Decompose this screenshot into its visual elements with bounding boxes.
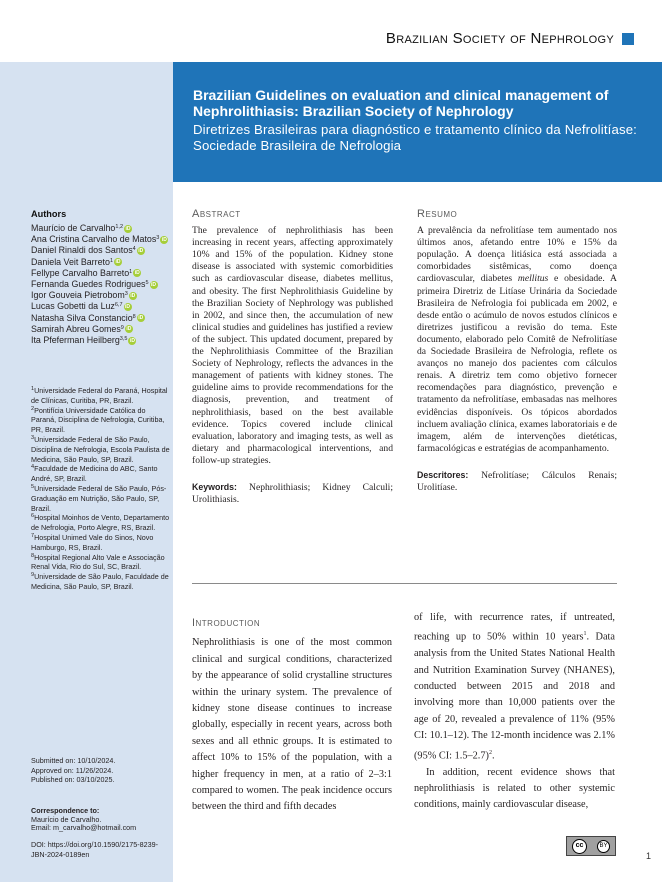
author-name: Fellype Carvalho Barreto <box>31 267 130 278</box>
affiliation-item <box>31 435 171 464</box>
orcid-icon[interactable]: iD <box>138 315 144 322</box>
resumo-text-part: A prevalência da nefrolitíase tem aumentado nos últimos anos, afetando entre 10% e 15% da população. A doença litiásica está associada a comorbidades sistêmicas, como doença cardiovascular, diabetes <box>417 225 617 285</box>
abstract-heading <box>192 208 393 220</box>
keywords-block <box>192 481 393 506</box>
author-affiliation-number: 6,7 <box>114 302 123 309</box>
orcid-icon[interactable]: iD <box>126 326 132 333</box>
orcid-icon[interactable]: iD <box>125 225 131 232</box>
abstract-text: The prevalence of nephrolithiasis has been increasing in recent years, affecting approximately 10% and 15% of the population. Kidney stone disease is associated with systemic comorbidities such as cardiovascular disease, diabetes mellitus, and obesity. The first Nephrolithiasis Guideline by the Brazilian Society of Nephrology was published in 2002, and since then, the accumulation of new clinical studies and guidelines has justified a review of the subject. This updated document, prepared by the Nephrolithiasis Committee of the Brazilian Society of Nephrology, reflects the advances in the management of patients with kidney stones. The guideline aims to provide recommendations for the diagnosis, prevention, and treatment of nephrolithiasis, based on the best available evidence. Topics covered include clinical evaluation, laboratory and imaging tests, as well as dietary and pharmacological interventions, and follow-up strategies. <box>192 225 393 466</box>
author-affiliation-number: 5 <box>145 280 149 287</box>
intro-text-part: . Data analysis from the United States National Health and Nutrition Examination Survey (NHANES), conducted between 2015 and 2018 and involving more than 10,000 patients over the age of 20, revealed a prevalence of 11% (95% CI: 10.1–12). The 12-month incidence was 2.1% (95% CI: 1.5–2.7) <box>414 631 615 762</box>
author-item <box>31 290 169 301</box>
affiliations-list <box>31 386 171 592</box>
affiliation-item <box>31 406 171 435</box>
author-affiliation-number: 4 <box>132 246 136 253</box>
author-name: Daniel Rinaldi dos Santos <box>31 245 133 256</box>
author-name: Natasha Silva Constancio <box>31 312 133 323</box>
affiliation-item <box>31 553 171 573</box>
introduction-left-column <box>192 615 392 816</box>
author-affiliation-number: 1 <box>109 257 113 264</box>
correspondence-heading: Correspondence to: <box>31 806 100 815</box>
affiliation-number: 6 <box>31 513 35 520</box>
abstract-heading-text: Abstract <box>192 208 241 220</box>
correspondence-name: Maurício de Carvalho. <box>31 814 102 824</box>
keywords-text: Nephrolithiasis; Kidney Calculi; Urolithiasis. <box>192 481 394 506</box>
title-portuguese: Diretrizes Brasileiras para diagnóstico e tratamento clínico da Nefrolitíase: Sociedade Brasileira de Nefrologia <box>193 122 638 153</box>
introduction-paragraph <box>414 610 615 765</box>
resumo-italic-term: mellitus <box>517 273 549 285</box>
affiliation-text: Hospital Moinhos de Vento, Departamento de Nefrologia, Porto Alegre, RS, Brazil. <box>31 513 170 533</box>
author-name: Ana Cristina Carvalho de Matos <box>31 234 157 245</box>
author-affiliation-number: 9 <box>120 324 124 331</box>
introduction-heading <box>192 615 392 631</box>
header-square-icon <box>622 33 634 45</box>
affiliation-number: 4 <box>31 464 35 471</box>
abstract-english <box>192 208 393 506</box>
approved-date: Approved on: 11/26/2024. <box>31 765 114 775</box>
orcid-icon[interactable]: iD <box>134 270 140 277</box>
introduction-heading-text: Introduction <box>192 617 261 629</box>
affiliation-number: 8 <box>31 552 35 559</box>
affiliation-item <box>31 484 171 513</box>
author-item <box>31 257 169 268</box>
authors-heading: Authors <box>31 209 67 219</box>
by-icon: BY <box>597 840 610 853</box>
affiliation-item <box>31 513 171 533</box>
affiliation-item <box>31 572 171 592</box>
descritores-label: Descritores: <box>417 469 469 480</box>
affiliation-number: 9 <box>31 572 35 579</box>
affiliation-text: Hospital Regional Alto Vale e Associação Renal Vida, Rio do Sul, SC, Brazil. <box>31 552 165 572</box>
title-band <box>173 62 662 182</box>
introduction-paragraph: In addition, recent evidence shows that nephrolithiasis is related to other systemic conditions, mainly cardiovascular disease, <box>414 766 615 811</box>
author-name: Fernanda Guedes Rodrigues <box>31 279 146 290</box>
author-affiliation-number: 1 <box>129 268 133 275</box>
author-item <box>31 223 169 234</box>
author-affiliation-number: 3,5 <box>119 336 128 343</box>
orcid-icon[interactable]: iD <box>161 236 167 243</box>
intro-text-part: . <box>491 750 495 762</box>
journal-name-text: Brazilian Society of Nephrology <box>385 30 614 47</box>
intro-text-part: of life, with recurrence rates, if untreated, reaching up to 50% within 10 years <box>414 612 615 643</box>
descritores-block <box>417 469 617 494</box>
author-name: Maurício de Carvalho <box>31 223 116 233</box>
author-affiliation-number: 8 <box>132 313 136 320</box>
affiliation-number: 5 <box>31 483 35 490</box>
author-affiliation-number: 1,2 <box>115 224 124 230</box>
affiliation-text: Universidade Federal de São Paulo, Disciplina de Nefrologia, Escola Paulista de Medicina, São Paulo, SP, Brazil. <box>31 434 170 464</box>
affiliation-item <box>31 533 171 553</box>
resumo-text <box>417 225 617 455</box>
cc-license-badge[interactable] <box>566 836 616 856</box>
author-item <box>31 279 169 290</box>
orcid-icon[interactable]: iD <box>129 337 135 344</box>
orcid-icon[interactable]: iD <box>130 292 136 299</box>
doi-link[interactable]: DOI: https://doi.org/10.1590/2175-8239-JBN-2024-0189en <box>31 840 159 859</box>
resumo-text-part: e obesidade. A primeira Diretriz de Litíase Urinária da Sociedade Brasileira de Nefrologia foi publicada em 2002, e desde então o acúmulo de novos estudos clínicos e diretrizes justificou a revisão do tema. Este documento, elaborado pelo Comitê de Nefrolitíase da Sociedade Brasileira de Nefrologia, reflete os avanços no manejo dos pacientes com cálculos renais. A diretriz tem como objetivo fornecer recomendações para diagnóstico, prevenção e tratamento da nefrolitíase, embasadas nas melhores evidências disponíveis. Os tópicos abordados incluem avaliação clínica, exames laboratoriais e de imagem, além de intervenções dietéticas, farmacológicas e estratégias de acompanhamento. <box>417 273 617 454</box>
orcid-icon[interactable]: iD <box>125 304 131 311</box>
submission-dates <box>31 756 171 785</box>
submitted-date: Submitted on: 10/10/2024. <box>31 756 116 765</box>
resumo-heading <box>417 208 617 220</box>
author-name: Lucas Gobetti da Luz <box>31 301 115 312</box>
author-item <box>31 313 169 324</box>
author-item <box>31 301 169 312</box>
affiliation-item <box>31 386 171 406</box>
journal-name <box>386 30 614 47</box>
affiliation-text: Hospital Unimed Vale do Sinos, Novo Hamburgo, RS, Brazil. <box>31 532 154 552</box>
keywords-label: Keywords: <box>192 481 237 492</box>
affiliation-text: Universidade Federal do Paraná, Hospital de Clínicas, Curitiba, PR, Brazil. <box>31 386 168 405</box>
affiliation-text: Universidade de São Paulo, Faculdade de Medicina, São Paulo, SP, Brazil. <box>31 572 169 591</box>
resumo-heading-text: Resumo <box>417 208 458 220</box>
reference-marker[interactable]: 2 <box>488 749 492 756</box>
author-affiliation-number: 3 <box>124 291 128 298</box>
affiliation-number: 1 <box>31 386 35 392</box>
author-name: Samirah Abreu Gomes <box>31 323 121 334</box>
reference-marker[interactable]: 1 <box>583 631 587 638</box>
author-item <box>31 324 169 335</box>
descritores-text: Nefrolitíase; Cálculos Renais; Urolitíase. <box>417 469 617 493</box>
affiliation-text: Pontifícia Universidade Católica do Paraná, Disciplina de Nefrologia, Curitiba, PR, Brazil. <box>31 405 165 435</box>
author-affiliation-number: 3 <box>156 235 160 242</box>
author-name: Ita Pfeferman Heilberg <box>31 335 120 346</box>
authors-list <box>31 223 169 346</box>
abstract-portuguese <box>417 208 617 494</box>
title-english: Brazilian Guidelines on evaluation and clinical management of Nephrolithiasis: Brazilian Society of Nephrology <box>193 87 609 119</box>
author-name: Igor Gouveia Pietrobom <box>31 290 125 301</box>
author-item <box>31 335 169 346</box>
cc-icon: cc <box>572 839 587 854</box>
introduction-left-text: Nephrolithiasis is one of the most common clinical and surgical conditions, characterized by the appearance of solid crystalline structures within the urinary system. The prevalence of kidney stone disease continues to increase globally, especially in recent years, across both sexes and all ethnic groups. It is estimated to affect 10% to 15% of the population, with a higher frequency in men, at a ratio of 2–3:1 compared to women. The peak incidence occurs between the third and fifth decades <box>192 637 392 813</box>
orcid-icon[interactable]: iD <box>115 259 121 266</box>
author-item <box>31 245 169 256</box>
page-number: 1 <box>646 851 652 861</box>
published-date: Published on: 03/10/2025. <box>31 775 115 785</box>
affiliation-text: Faculdade de Medicina do ABC, Santo André, SP, Brazil. <box>31 464 158 484</box>
correspondence-email[interactable]: Email: m_carvalho@hotmail.com <box>31 823 137 833</box>
affiliation-number: 3 <box>31 434 35 441</box>
author-item <box>31 268 169 279</box>
affiliation-text: Universidade Federal de São Paulo, Pós-Graduação em Nutrição, São Paulo, SP, Brazil. <box>31 483 167 513</box>
introduction-right-column <box>414 610 615 814</box>
correspondence-block <box>31 807 171 833</box>
affiliation-number: 2 <box>31 405 35 412</box>
author-item <box>31 234 169 245</box>
section-divider <box>192 583 617 584</box>
affiliation-number: 7 <box>31 532 35 539</box>
orcid-icon[interactable]: iD <box>138 248 144 255</box>
orcid-icon[interactable]: iD <box>151 281 157 288</box>
affiliation-item <box>31 464 171 484</box>
author-name: Daniela Veit Barreto <box>31 256 110 267</box>
